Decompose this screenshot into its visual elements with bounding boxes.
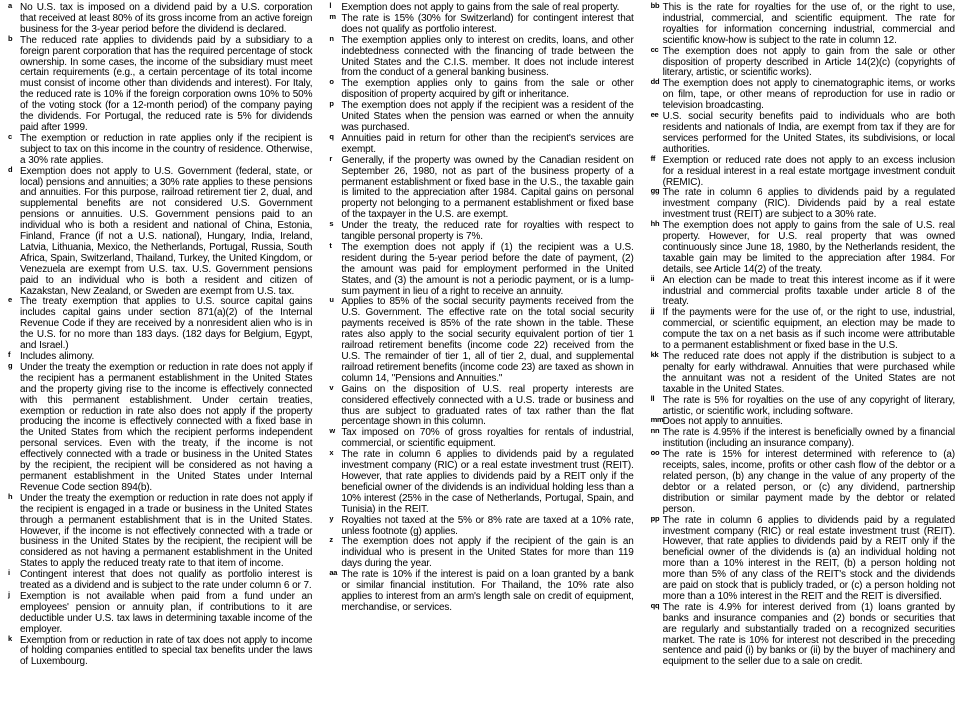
footnote-text: Applies to 85% of the social security payments received from the U.S. Government. The effective rate on the total social security payments received is 85% of the rate shown in the table. These rates also apply to the social security equivalent portion of tier 1 railroad retirement benefits (income code 22) received from the U.S. The remainder of tier 1, all of tier 2, dual, and supplemental railroad retirement benefits (income code 23) are taxed as shown in column 14, "Pensions and Annuities." (341, 296, 634, 384)
footnote-d (8, 164, 313, 298)
footnote-aa (329, 568, 634, 614)
footnote-text: The exemption does not apply to gain from the sale or other disposition of property described in Article 14(2)(c) (copyrights of literary, artistic, or scientific works). (662, 45, 955, 79)
footnote-i (8, 568, 313, 592)
footnote-marker: oo (650, 448, 660, 458)
footnote-text: This is the rate for royalties for the use of, or the right to use, industrial, commercial, and scientific equipment. The rate for royalties for information concerning industrial, commercial and scientific know-how is subject to the rate in column 12. (662, 2, 955, 46)
footnote-column-1 (7, 3, 312, 719)
footnote-marker: b (8, 33, 13, 43)
footnote-marker: n (329, 33, 334, 43)
footnote-text: Does not apply to annuities. (662, 416, 783, 428)
footnote-text: The rate in column 6 applies to dividends paid by a regulated investment company (RIC) or real estate investment trust (REIT). However, that rate applies to dividends paid by a REIT only if the beneficial owner of the dividends is (a) an individual holding not more than a 10% interest in the REIT, (b) a person holding not more than 5% of any class of the REIT's stock and the dividends are paid on stock that is publicly traded, or (c) a person holding not more than a 10% interest in the REIT and the REIT is diversified. (662, 514, 955, 602)
footnote-text: The exemption or reduction in rate applies only if the recipient is subject to tax on this income in the country of residence. Otherwise, a 30% rate applies. (20, 132, 313, 166)
footnote-text: No U.S. tax is imposed on a dividend paid by a U.S. corporation that received at least 80% of its gross income from an active foreign business for the 3-year period before the dividend is declared. (20, 2, 313, 35)
footnote-text: Generally, if the property was owned by the Canadian resident on September 26, 1980, not as part of the business property of a permanent establishment or fixed base in the U.S., the taxable gain is limited to the appreciation after 1984. Capital gains on personal property not belonging to a permanent establishment or fixed base of the taxpayer in the U.S. are exempt. (341, 154, 634, 221)
footnote-marker: j (8, 589, 10, 599)
footnote-text: The exemption applies only to interest on credits, loans, and other indebtedness connected with the financing of trade between the United States and the C.I.S. member. It does not include interest from the conduct of a general banking business. (341, 34, 634, 79)
footnote-u (329, 295, 634, 384)
footnote-h (8, 491, 313, 570)
footnote-text: The rate is 5% for royalties on the use of any copyright of literary, artistic, or scientific work, including software. (662, 394, 955, 417)
footnote-hh (650, 219, 955, 276)
footnote-marker: kk (650, 350, 659, 359)
footnote-nn (650, 426, 955, 450)
footnote-text: The rate in column 6 applies to dividends paid by a regulated investment company (RIC). Dividends paid by a real estate investment trust (REIT) are subject to a 30% rate. (662, 187, 955, 221)
footnote-marker: s (329, 219, 334, 229)
footnote-text: The rate is 15% (30% for Switzerland) for contingent interest that does not qualify as portfolio interest. (341, 12, 634, 35)
footnote-marker: g (8, 360, 13, 370)
footnote-text: The rate in column 6 applies to dividends paid by a regulated investment company (RIC) or a real estate investment trust (REIT). However, that rate applies to dividends paid by a REIT only if the beneficial owner of the dividends is an individual holding less than a 10% interest (25% in the case of Netherlands, Portugal, Spain, and Tunisia) in the REIT. (341, 449, 634, 515)
footnote-dd (650, 77, 955, 112)
footnote-marker: q (329, 131, 334, 141)
footnote-o (329, 77, 634, 101)
footnote-marker: dd (650, 77, 660, 87)
footnote-n (329, 33, 634, 80)
footnote-v (329, 382, 634, 429)
footnote-marker: ee (650, 110, 659, 120)
footnote-x (329, 448, 634, 515)
footnote-marker: mm (650, 415, 664, 425)
footnote-column-3 (650, 3, 955, 719)
footnote-marker: o (329, 77, 334, 87)
footnote-text: Contingent interest that does not qualify as portfolio interest is treated as a dividend and is subject to the rate under column 6 or 7. (20, 569, 313, 592)
footnote-text: Annuities paid in return for other than the recipient's services are exempt. (341, 132, 634, 155)
footnote-ii (650, 273, 955, 309)
footnote-marker: i (8, 568, 10, 578)
footnote-marker: ff (650, 153, 656, 163)
footnote-text: Exemption does not apply to U.S. Government (federal, state, or local) pensions and annuities; a 30% rate applies to these pensions and annuities. For this purpose, railroad retirement tier 2, dual, and supplemental benefits are not considered U.S. Government pensions or annuities. U.S. Government pensions paid to an individual who is both a resident and national of China, Estonia, Finland, France (if not a U.S. national), Hungary, India, Ireland, Latvia, Lithuania, Mexico, the Netherlands, Portugal, Russia, South Africa, Spain, Switzerland, Thailand, Turkey, the United Kingdom, or Venezuela are exempt from U.S. tax. U.S. Government pensions paid to an individual who is both a resident and citizen of Kazakstan, New Zealand, or Sweden are exempt from U.S. tax. (20, 165, 313, 297)
footnote-marker: r (329, 153, 332, 163)
footnote-text: The exemption does not apply to gains from the sale of U.S. real property. However, for U.S. real property that was owned continuously since June 18, 1980, by the Netherlands resident, the taxable gain may be limited to the appreciation after 1984. For details, see Article 14(2) of the treaty. (662, 220, 955, 275)
footnote-z (329, 535, 634, 570)
footnote-text: The rate is 10% if the interest is paid on a loan granted by a bank or similar financial institution. For Thailand, the 10% rate also applies to interest from an arm's length sale on credit of equipment, merchandise, or services. (341, 569, 634, 613)
footnote-r (329, 153, 634, 221)
footnote-marker: gg (650, 186, 660, 196)
footnote-text: An election can be made to treat this interest income as if it were industrial and commercial profits taxable under article 8 of the treaty. (662, 274, 955, 308)
footnote-e (8, 295, 313, 352)
footnote-text: The exemption does not apply if the recipient was a resident of the United States when the pension was earned or when the annuity was purchased. (341, 100, 634, 133)
footnote-text: The exemption does not apply if (1) the recipient was a U.S. resident during the 5-year period before the date of payment, (2) the amount was paid for employment performed in the United States, and (3) the amount is not a periodic payment, or is a lump-sum payment in lieu of a right to receive an annuity. (341, 241, 634, 297)
footnote-text: Exemption from or reduction in rate of tax does not apply to income of holding companies entitled to special tax benefits under the laws of Luxembourg. (20, 634, 313, 668)
footnote-text: The rate is 15% for interest determined with reference to (a) receipts, sales, income, profits or other cash flow of the debtor or a related person, (b) any change in the value of any property of the debtor or a related person, or (c) any dividend, partnership distribution or similar payment made by the debtor or related person. (662, 449, 955, 515)
footnote-text: The exemption does not apply if the recipient of the gain is an individual who is present in the United States for more than 119 days during the year. (341, 536, 634, 570)
footnote-marker: ii (650, 273, 655, 283)
footnote-ee (650, 110, 955, 156)
footnote-text: The treaty exemption that applies to U.S. source capital gains includes capital gains under section 871(a)(2) of the Internal Revenue Code if they are received by a nonresident alien who is in the U.S. for no more than 183 days. (182 days for Belgium, Egypt, and Israel.) (20, 296, 313, 352)
footnote-marker: hh (650, 219, 660, 229)
footnote-marker: t (329, 240, 332, 250)
footnote-marker: c (8, 131, 12, 141)
footnote-gg (650, 186, 955, 221)
footnote-s (329, 219, 634, 243)
footnote-j (8, 589, 313, 636)
footnote-text: The rate is 4.95% if the interest is beneficially owned by a financial institution (including an insurance company). (662, 427, 955, 450)
footnote-marker: d (8, 164, 13, 174)
footnote-column-2 (328, 3, 633, 719)
footnote-marker: y (329, 513, 334, 523)
footnote-qq (650, 600, 955, 668)
footnote-text: Gains on the disposition of U.S. real property interests are considered effectively connected with a U.S. trade or business and thus are subject to graduated rates of tax rather than the flat percentage shown in this column. (341, 383, 634, 428)
footnote-text: Exemption or reduced rate does not apply to an excess inclusion for a residual interest in a real estate mortgage investment conduit (REMIC). (662, 154, 955, 188)
footnote-text: The rate is 4.9% for interest derived from (1) loans granted by banks and insurance companies and (2) bonds or securities that are regularly and substantially traded on a recognized securities market. The rate is 10% for interest not described in the preceding sentence and paid (i) by banks or (ii) by the buyer of machinery and equipment to the seller due to a sale on credit. (662, 601, 955, 668)
footnote-text: Exemption does not apply to gains from the sale of real property. (341, 2, 620, 13)
footnote-jj (650, 306, 955, 352)
footnote-marker: l (329, 1, 332, 10)
footnote-marker: u (329, 295, 334, 305)
footnote-p (329, 99, 634, 134)
footnote-text: The exemption does not apply to cinematographic items, or works on film, tape, or other means of reproduction for use in radio or television broadcasting. (662, 78, 955, 112)
footnote-text: Includes alimony. (20, 351, 95, 362)
footnote-marker: qq (650, 600, 660, 610)
footnote-text: If the payments were for the use of, or the right to use, industrial, commercial, or scientific equipment, an election may be made to compute the tax on a net basis as if such income were attributable to a permanent establishment or fixed base in the U.S. (662, 307, 955, 352)
footnote-c (8, 131, 313, 167)
footnote-y (329, 513, 634, 538)
footnote-text: Tax imposed on 70% of gross royalties for rentals of industrial, commercial, or scientific equipment. (341, 427, 634, 450)
footnote-text: U.S. social security benefits paid to individuals who are both residents and nationals of India, are exempt from tax if they are for services performed for the United States, its subdivisions, or local authorities. (662, 111, 955, 155)
footnote-cc (650, 44, 955, 80)
footnote-text: Royalties not taxed at the 5% or 8% rate are taxed at a 10% rate, unless footnote (g) applies. (341, 514, 634, 537)
footnote-t (329, 240, 634, 298)
footnote-marker: w (329, 426, 335, 436)
footnote-oo (650, 448, 955, 515)
footnote-ll (650, 393, 955, 418)
footnote-pp (650, 513, 955, 603)
footnote-text: The reduced rate applies to dividends paid by a subsidiary to a foreign parent corporation that has the required percentage of stock ownership. In some cases, the income of the subsidiary must meet certain requirements (e.g., a certain percentage of its total income must consist of income other than dividends and interest). For Italy, the reduced rate is 10% if the foreign corporation owns 10% to 50% of the voting stock (for a 12-month period) of the company paying the dividends. For Portugal, the reduced rate is 5% for dividends paid after 1999. (20, 34, 313, 133)
footnote-marker: k (8, 633, 12, 643)
footnote-a (8, 1, 313, 36)
footnote-marker: a (8, 1, 12, 10)
footnote-marker: x (329, 448, 334, 458)
footnote-text: Under the treaty the exemption or reduction in rate does not apply if the recipient is engaged in a trade or business in the United States through a permanent establishment that is in the United States. However, if the income is not effectively connected with a trade or business in the United States by the recipient, the recipient will be considered as not having a permanent establishment in the United States to apply the reduced treaty rate to that item of income. (20, 492, 313, 570)
footnote-text: The exemption applies only to gains from the sale or other disposition of property acquired by gift or inheritance. (341, 78, 634, 101)
footnote-marker: m (329, 11, 336, 21)
footnote-g (8, 360, 313, 494)
footnote-marker: h (8, 491, 13, 501)
footnote-marker: pp (650, 513, 660, 523)
footnote-k (8, 633, 313, 669)
footnote-marker: nn (650, 426, 660, 436)
footnote-b (8, 33, 313, 134)
footnote-marker: bb (650, 1, 660, 10)
footnote-marker: jj (650, 306, 655, 316)
footnote-text: Under the treaty, the reduced rate for royalties with respect to tangible personal property is 7%. (341, 220, 634, 243)
footnote-m (329, 11, 634, 36)
footnote-marker: z (329, 535, 333, 545)
footnote-kk (650, 350, 955, 396)
footnote-marker: v (329, 382, 334, 392)
footnote-q (329, 131, 634, 156)
footnote-marker: cc (650, 44, 659, 54)
footnote-ff (650, 153, 955, 189)
footnote-marker: aa (329, 568, 338, 578)
footnote-text: Under the treaty the exemption or reduction in rate does not apply if the recipient has a permanent establishment in the United States and the property giving rise to the income is effectively connected with this permanent establishment. Under certain treaties, exemption or reduction in rate also does not apply if the property producing the income is effectively connected with a fixed base in the United States from which the recipient performs independent personal services. Even with the treaty, if the income is not effectively connected with a trade or business in the United States by the recipient, the recipient will be considered as not having a permanent establishment in the United States under Internal Revenue Code section 894(b). (20, 361, 313, 493)
footnote-w (329, 426, 634, 450)
footnote-marker: f (8, 350, 11, 359)
footnote-text: Exemption is not available when paid from a fund under an employees' pension or annuity plan, if contributions to it are deductible under U.S. tax laws in determining taxable income of the employer. (20, 590, 313, 635)
footnote-text: The reduced rate does not apply if the distribution is subject to a penalty for early withdrawal. Annuities that were purchased while the annuitant was not a resident of the United States are not taxable in the United States. (662, 351, 955, 395)
footnote-marker: p (329, 99, 334, 109)
footnote-marker: ll (650, 393, 655, 403)
footnote-marker: e (8, 295, 12, 305)
footnote-bb (650, 1, 955, 47)
